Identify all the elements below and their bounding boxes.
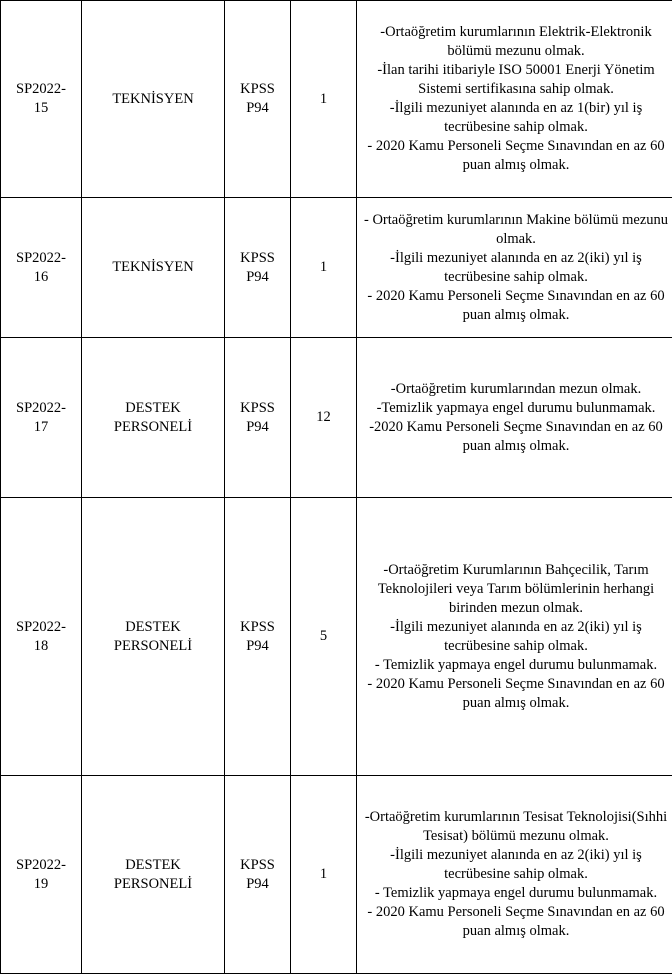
requirement-item: -Temizlik yapmaya engel durumu bulunmamak. [376, 399, 656, 416]
position-title-line: DESTEK [125, 399, 181, 416]
exam-type-cell [225, 338, 291, 498]
exam-type-line: P94 [246, 418, 269, 435]
position-code-line: 19 [33, 875, 49, 892]
position-code-line: 15 [33, 100, 49, 116]
requirements-cell [357, 776, 672, 974]
exam-type-cell [225, 498, 291, 776]
requirements-cell [357, 198, 672, 338]
requirement-item: - 2020 Kamu Personeli Seçme Sınavından en az 60 puan almış olmak. [367, 904, 665, 939]
requirement-item: - Temizlik yapmaya engel durumu bulunmamak. [374, 885, 658, 901]
position-count-cell: 1 [291, 776, 357, 974]
requirement-item: -İlgili mezuniyet alanında en az 2(iki) yıl iş tecrübesine sahip olmak. [390, 618, 642, 654]
exam-type-cell [225, 776, 291, 974]
requirement-item: - Temizlik yapmaya engel durumu bulunmamak. [374, 656, 658, 673]
position-count-cell: 1 [291, 1, 357, 198]
requirement-item: -İlgili mezuniyet alanında en az 2(iki) yıl iş tecrübesine sahip olmak. [390, 847, 642, 882]
exam-type-line: P94 [246, 100, 269, 116]
position-code-cell [1, 776, 82, 974]
position-count-cell: 12 [291, 338, 357, 498]
position-title-line: PERSONELİ [113, 875, 193, 892]
requirement-item: -Ortaöğretim kurumlarının Elektrik-Elektronik bölümü mezunu olmak. [380, 24, 652, 59]
position-title-cell [82, 1, 225, 198]
position-code-line: SP2022- [16, 249, 66, 266]
position-title-cell [82, 338, 225, 498]
table-row [1, 1, 672, 198]
requirement-item: -İlan tarihi itibariyle ISO 50001 Enerji Yönetim Sistemi sertifikasına sahip olmak. [377, 62, 655, 97]
exam-type-line: P94 [246, 637, 269, 654]
exam-type-line: KPSS [240, 249, 275, 266]
requirement-item: - Ortaöğretim kurumlarının Makine bölümü mezunu olmak. [363, 211, 669, 247]
position-code-cell [1, 198, 82, 338]
requirement-item: -2020 Kamu Personeli Seçme Sınavından en az 60 puan almış olmak. [369, 418, 663, 454]
table-row [1, 338, 672, 498]
position-count-cell: 1 [291, 198, 357, 338]
position-title-line: DESTEK [125, 618, 181, 635]
exam-type-line: P94 [246, 875, 269, 892]
requirement-item: -Ortaöğretim kurumlarının Tesisat Teknolojisi(Sıhhi Tesisat) bölümü mezunu olmak. [364, 809, 668, 844]
position-title-line: PERSONELİ [113, 418, 193, 435]
position-code-line: 17 [33, 418, 49, 435]
position-code-line: 18 [33, 637, 49, 654]
exam-type-cell [225, 1, 291, 198]
table-row [1, 776, 672, 974]
position-code-line: SP2022- [16, 856, 66, 873]
position-title-line: DESTEK [125, 856, 181, 873]
requirement-item: -Ortaöğretim kurumlarından mezun olmak. [390, 380, 642, 397]
exam-type-line: P94 [246, 268, 269, 285]
requirement-item: -İlgili mezuniyet alanında en az 1(bir) yıl iş tecrübesine sahip olmak. [389, 100, 643, 135]
exam-type-line: KPSS [240, 399, 275, 416]
position-code-cell [1, 1, 82, 198]
position-title-cell [82, 498, 225, 776]
position-title-line: TEKNİSYEN [112, 259, 194, 275]
requirements-cell [357, 498, 672, 776]
position-code-line: 16 [33, 268, 49, 285]
position-title-cell [82, 776, 225, 974]
table-row [1, 198, 672, 338]
position-title-line: TEKNİSYEN [112, 90, 194, 107]
requirement-item: - 2020 Kamu Personeli Seçme Sınavından en az 60 puan almış olmak. [367, 287, 665, 323]
requirement-item: - 2020 Kamu Personeli Seçme Sınavından en az 60 puan almış olmak. [367, 675, 665, 711]
position-code-cell [1, 338, 82, 498]
position-code-line: SP2022- [16, 399, 66, 416]
position-code-cell [1, 498, 82, 776]
table-row [1, 498, 672, 776]
exam-type-line: KPSS [240, 81, 275, 97]
position-title-line: PERSONELİ [113, 637, 193, 654]
requirements-cell [357, 338, 672, 498]
exam-type-line: KPSS [240, 618, 275, 635]
position-code-line: SP2022- [16, 618, 66, 635]
exam-type-cell [225, 198, 291, 338]
exam-type-line: KPSS [240, 856, 275, 873]
position-code-line: SP2022- [16, 81, 66, 97]
position-count-cell: 5 [291, 498, 357, 776]
requirements-cell [357, 1, 672, 198]
requirement-item: -İlgili mezuniyet alanında en az 2(iki) yıl iş tecrübesine sahip olmak. [390, 249, 642, 285]
requirement-item: - 2020 Kamu Personeli Seçme Sınavından en az 60 puan almış olmak. [367, 138, 665, 173]
requirement-item: -Ortaöğretim Kurumlarının Bahçecilik, Tarım Teknolojileri veya Tarım bölümlerinin herhangi birinden mezun olmak. [377, 561, 655, 616]
position-title-cell [82, 198, 225, 338]
